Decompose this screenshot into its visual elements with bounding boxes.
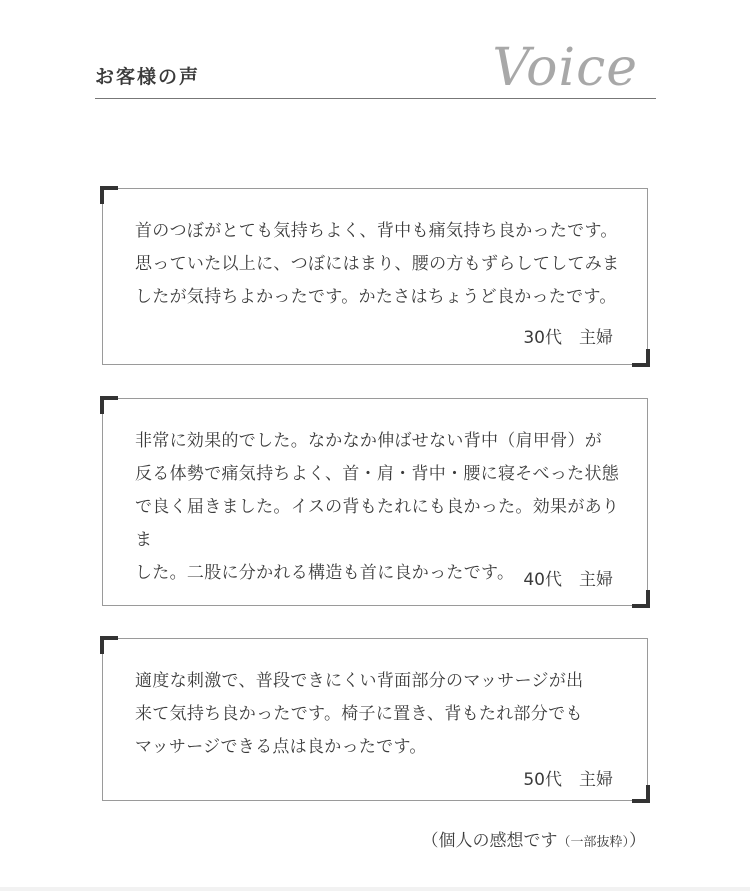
testimonial-card <box>102 398 648 606</box>
testimonial-author: 50代 主婦 <box>523 770 613 790</box>
bottom-edge <box>0 887 750 891</box>
card-corner-bottom-right <box>632 785 650 803</box>
voice-script-title: Voice <box>492 38 638 98</box>
section-title: お客様の声 <box>95 66 201 88</box>
card-corner-top-left <box>100 396 118 414</box>
disclaimer-close: ） <box>629 831 646 851</box>
testimonial-text: 首のつぼがとても気持ちよく、背中も痛気持ち良かったです。 思っていた以上に、つぼにはまり、腰の方もずらしてしてみま したが気持ちよかったです。かたさはちょうど良かったです。 <box>135 221 620 307</box>
disclaimer-excerpt: （一部抜粋） <box>557 835 629 850</box>
header-divider <box>95 98 656 99</box>
disclaimer-main: （個人の感想です <box>421 831 558 851</box>
card-corner-top-left <box>100 186 118 204</box>
card-corner-bottom-right <box>632 349 650 367</box>
testimonial-author: 40代 主婦 <box>523 570 613 590</box>
disclaimer-note <box>421 826 646 851</box>
card-corner-bottom-right <box>632 590 650 608</box>
card-corner-top-left <box>100 636 118 654</box>
testimonial-text: 適度な刺激で、普段できにくい背面部分のマッサージが出 来て気持ち良かったです。椅子に置き、背もたれ部分でも マッサージできる点は良かったです。 <box>135 671 584 757</box>
testimonial-author: 30代 主婦 <box>523 328 613 348</box>
testimonial-text: 非常に効果的でした。なかなか伸ばせない背中（肩甲骨）が 反る体勢で痛気持ちよく、首・肩・背中・腰に寝そべった状態 で良く届きました。イスの背もたれにも良かった。効果がありま した。二股に分かれる構造も首に良かったです。 <box>135 431 620 583</box>
testimonial-card <box>102 638 648 801</box>
voice-header <box>95 40 656 100</box>
testimonial-card <box>102 188 648 365</box>
